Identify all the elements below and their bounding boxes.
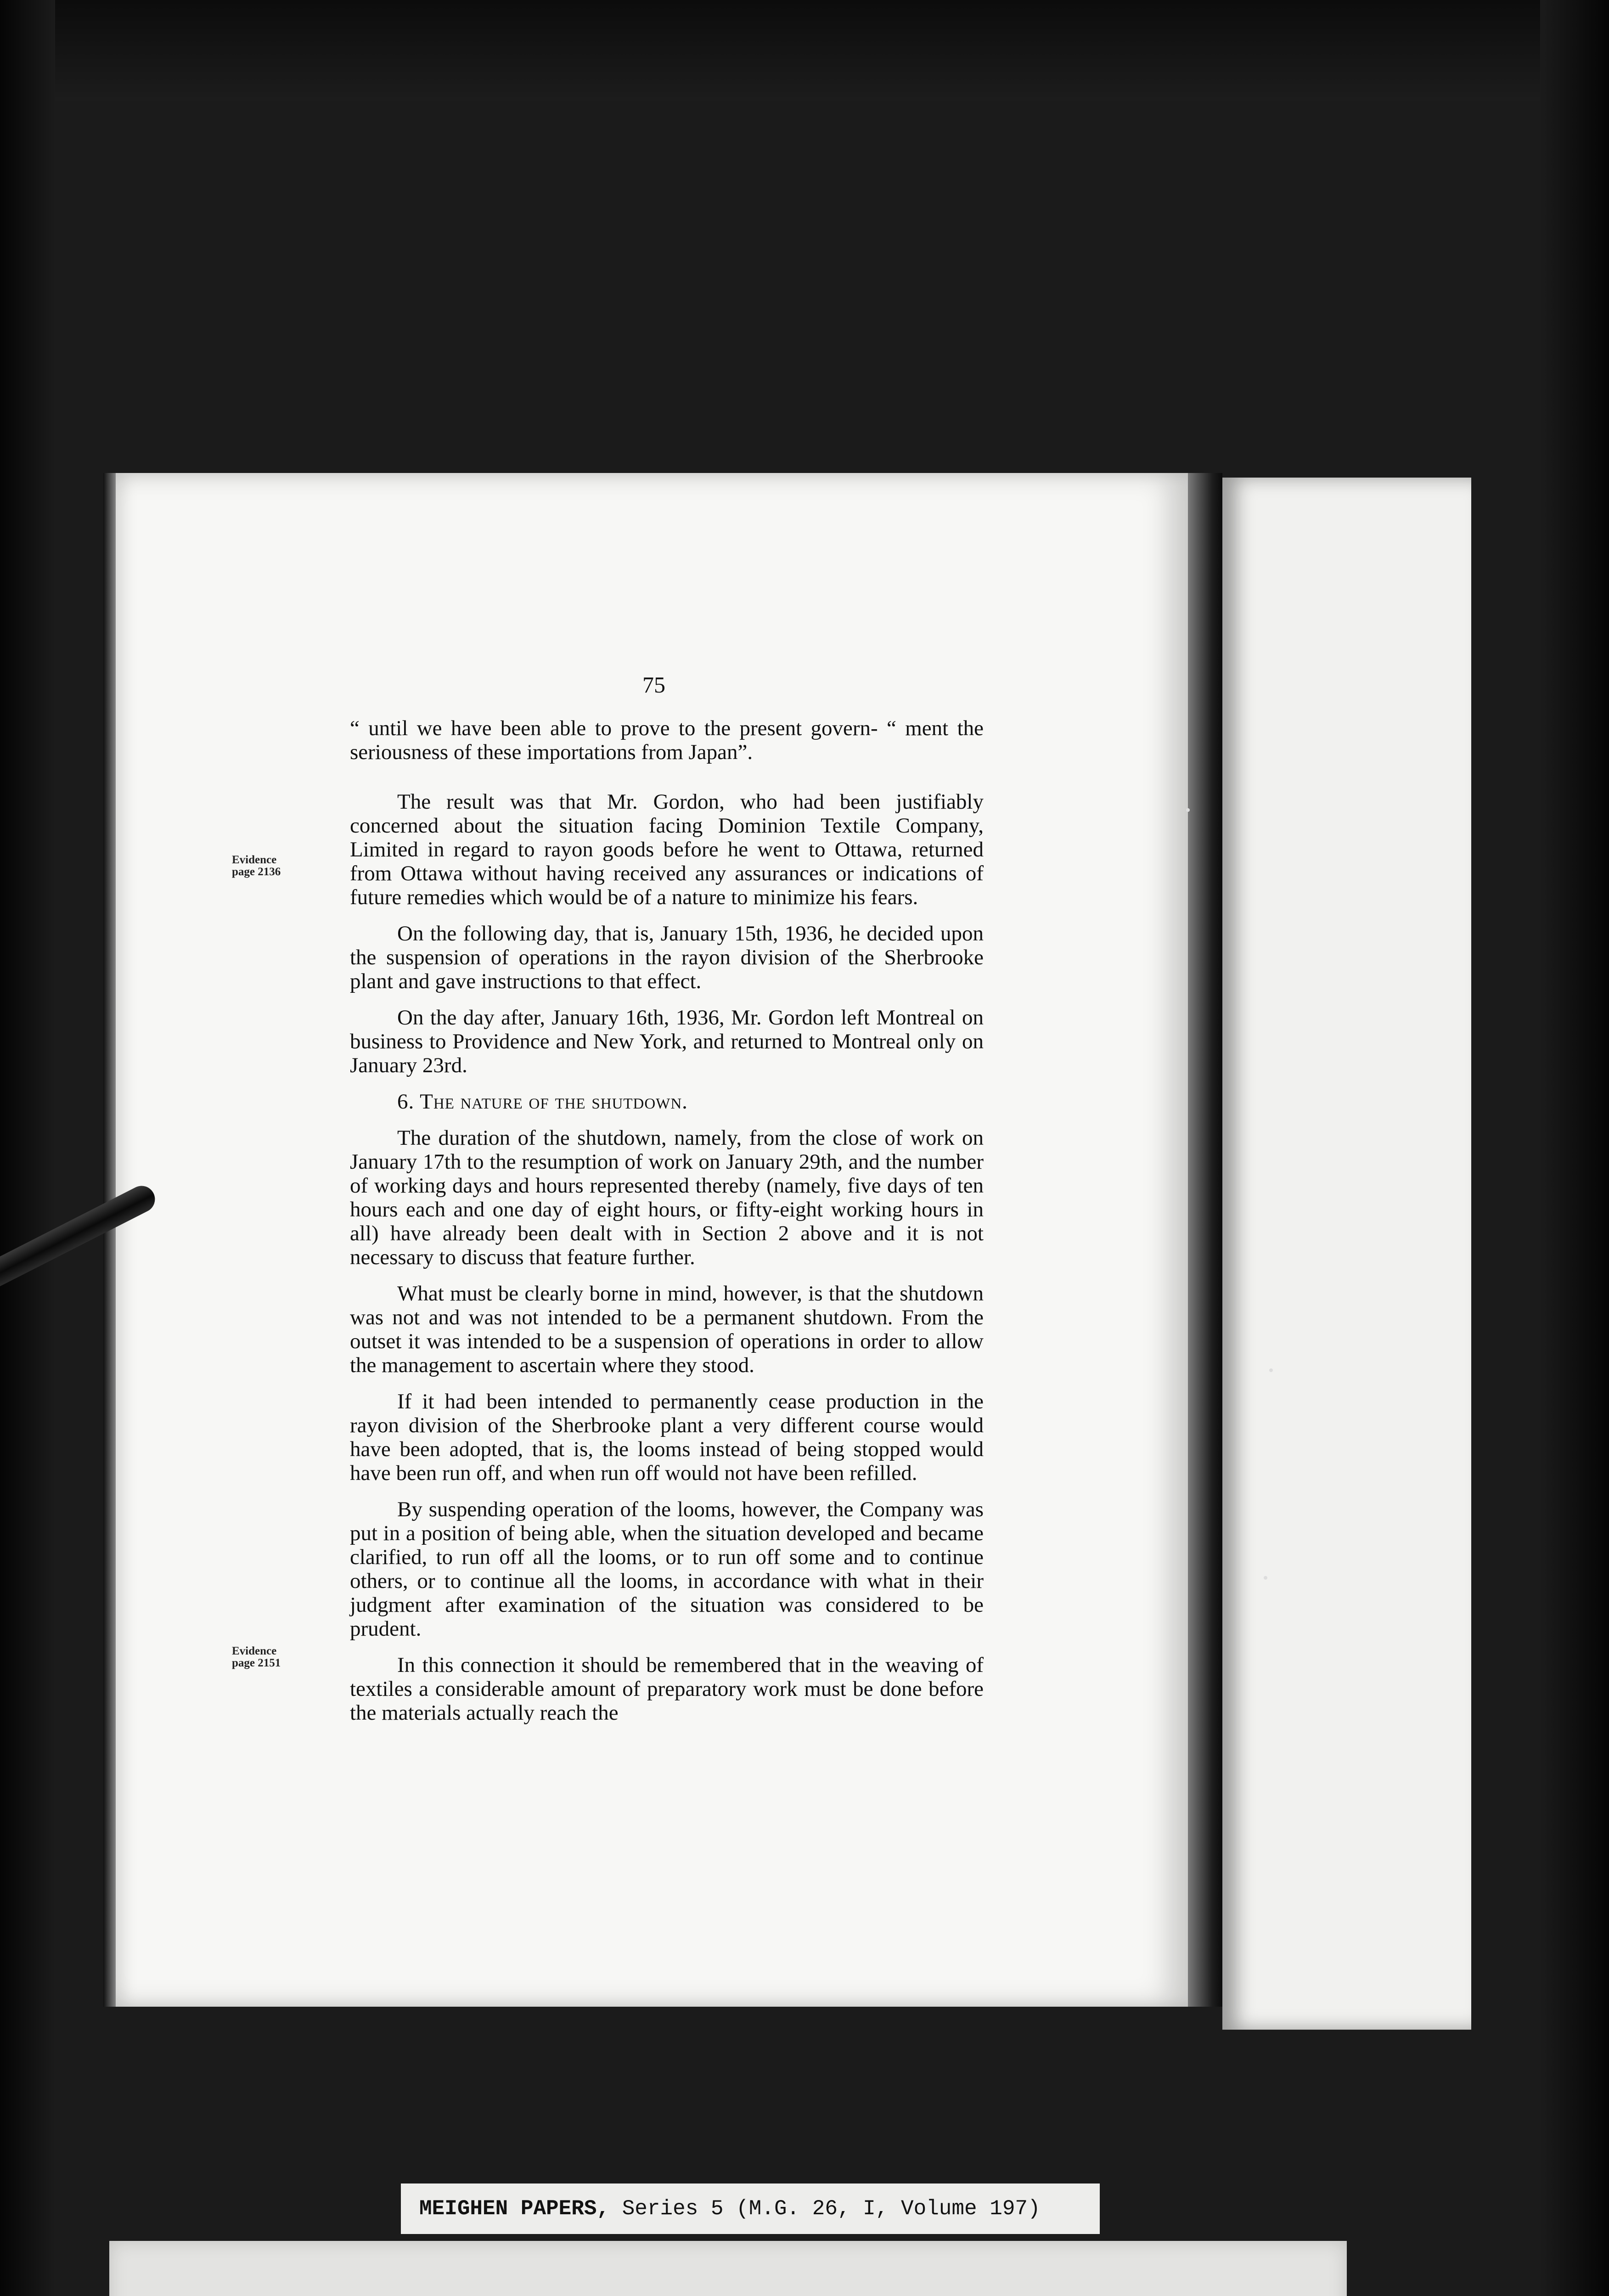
- film-frame-left: [0, 0, 55, 2296]
- film-speck: [1264, 1576, 1267, 1580]
- collection-details: Series 5 (M.G. 26, I, Volume 197): [622, 2197, 1041, 2221]
- margin-note-page: page 2136: [232, 866, 281, 878]
- film-speck: [1186, 808, 1190, 812]
- collection-name: MEIGHEN PAPERS,: [419, 2197, 610, 2221]
- quoted-paragraph: “ until we have been able to prove to the present govern- “ ment the seriousness of these importations from Japan”.: [350, 716, 984, 764]
- page-body-text: [350, 716, 984, 1737]
- film-speck: [1269, 1368, 1273, 1372]
- paragraph: If it had been intended to permanently cease production in the rayon division of the Sherbrooke plant a very different course would have been adopted, that is, the looms instead of being stopped would have been run off, and when run off would not have been refilled.: [350, 1390, 984, 1485]
- margin-note-page: page 2151: [232, 1657, 281, 1669]
- archive-reference-label: [401, 2183, 1100, 2234]
- paragraph: In this connection it should be remembered that in the weaving of textiles a considerable amount of preparatory work must be done before the materials actually reach the: [350, 1653, 984, 1725]
- page-edge-shadow: [103, 473, 116, 2007]
- archives-stamp-card: [109, 2241, 1347, 2296]
- paragraph: On the day after, January 16th, 1936, Mr. Gordon left Montreal on business to Providence and New York, and returned to Montreal only on January 23rd.: [350, 1006, 984, 1077]
- facing-page-edge: [1222, 478, 1471, 2030]
- margin-note-label: Evidence: [232, 854, 277, 866]
- margin-note-evidence: [232, 854, 324, 878]
- paragraph: What must be clearly borne in mind, however, is that the shutdown was not and was not intended to be a permanent shutdown. From the outset it was intended to be a suspension of operations in order to allow the management to ascertain where they stood.: [350, 1282, 984, 1377]
- film-frame-top: [0, 0, 1609, 101]
- film-frame-right: [1540, 0, 1609, 2296]
- paragraph: On the following day, that is, January 15th, 1936, he decided upon the suspension of operations in the rayon division of the Sherbrooke plant and gave instructions to that effect.: [350, 922, 984, 993]
- margin-note-evidence: [232, 1645, 324, 1669]
- paragraph: The duration of the shutdown, namely, from the close of work on January 17th to the resumption of work on January 29th, and the number of working days and hours represented thereby (namely, five days of ten hours each and one day of eight hours, or fifty-eight working hours in all) have already been dealt with in Section 2 above and it is not necessary to discuss that feature further.: [350, 1126, 984, 1269]
- margin-note-label: Evidence: [232, 1645, 277, 1657]
- page-number: 75: [642, 672, 665, 698]
- section-heading: 6. The nature of the shutdown.: [397, 1090, 688, 1114]
- page-gutter: [1188, 473, 1222, 2007]
- paragraph: The result was that Mr. Gordon, who had been justifiably concerned about the situation facing Dominion Textile Company, Limited in regard to rayon goods before he went to Ottawa, returned from Ottawa without having received any assurances or indications of future remedies which would be of a nature to minimize his fears.: [350, 790, 984, 909]
- paragraph: By suspending operation of the looms, however, the Company was put in a position of being able, when the situation developed and became clarified, to run off all the looms, or to run off some and to continue others, or to continue all the looms, in accordance with what in their judgment after examination of the situation was considered to be prudent.: [350, 1497, 984, 1641]
